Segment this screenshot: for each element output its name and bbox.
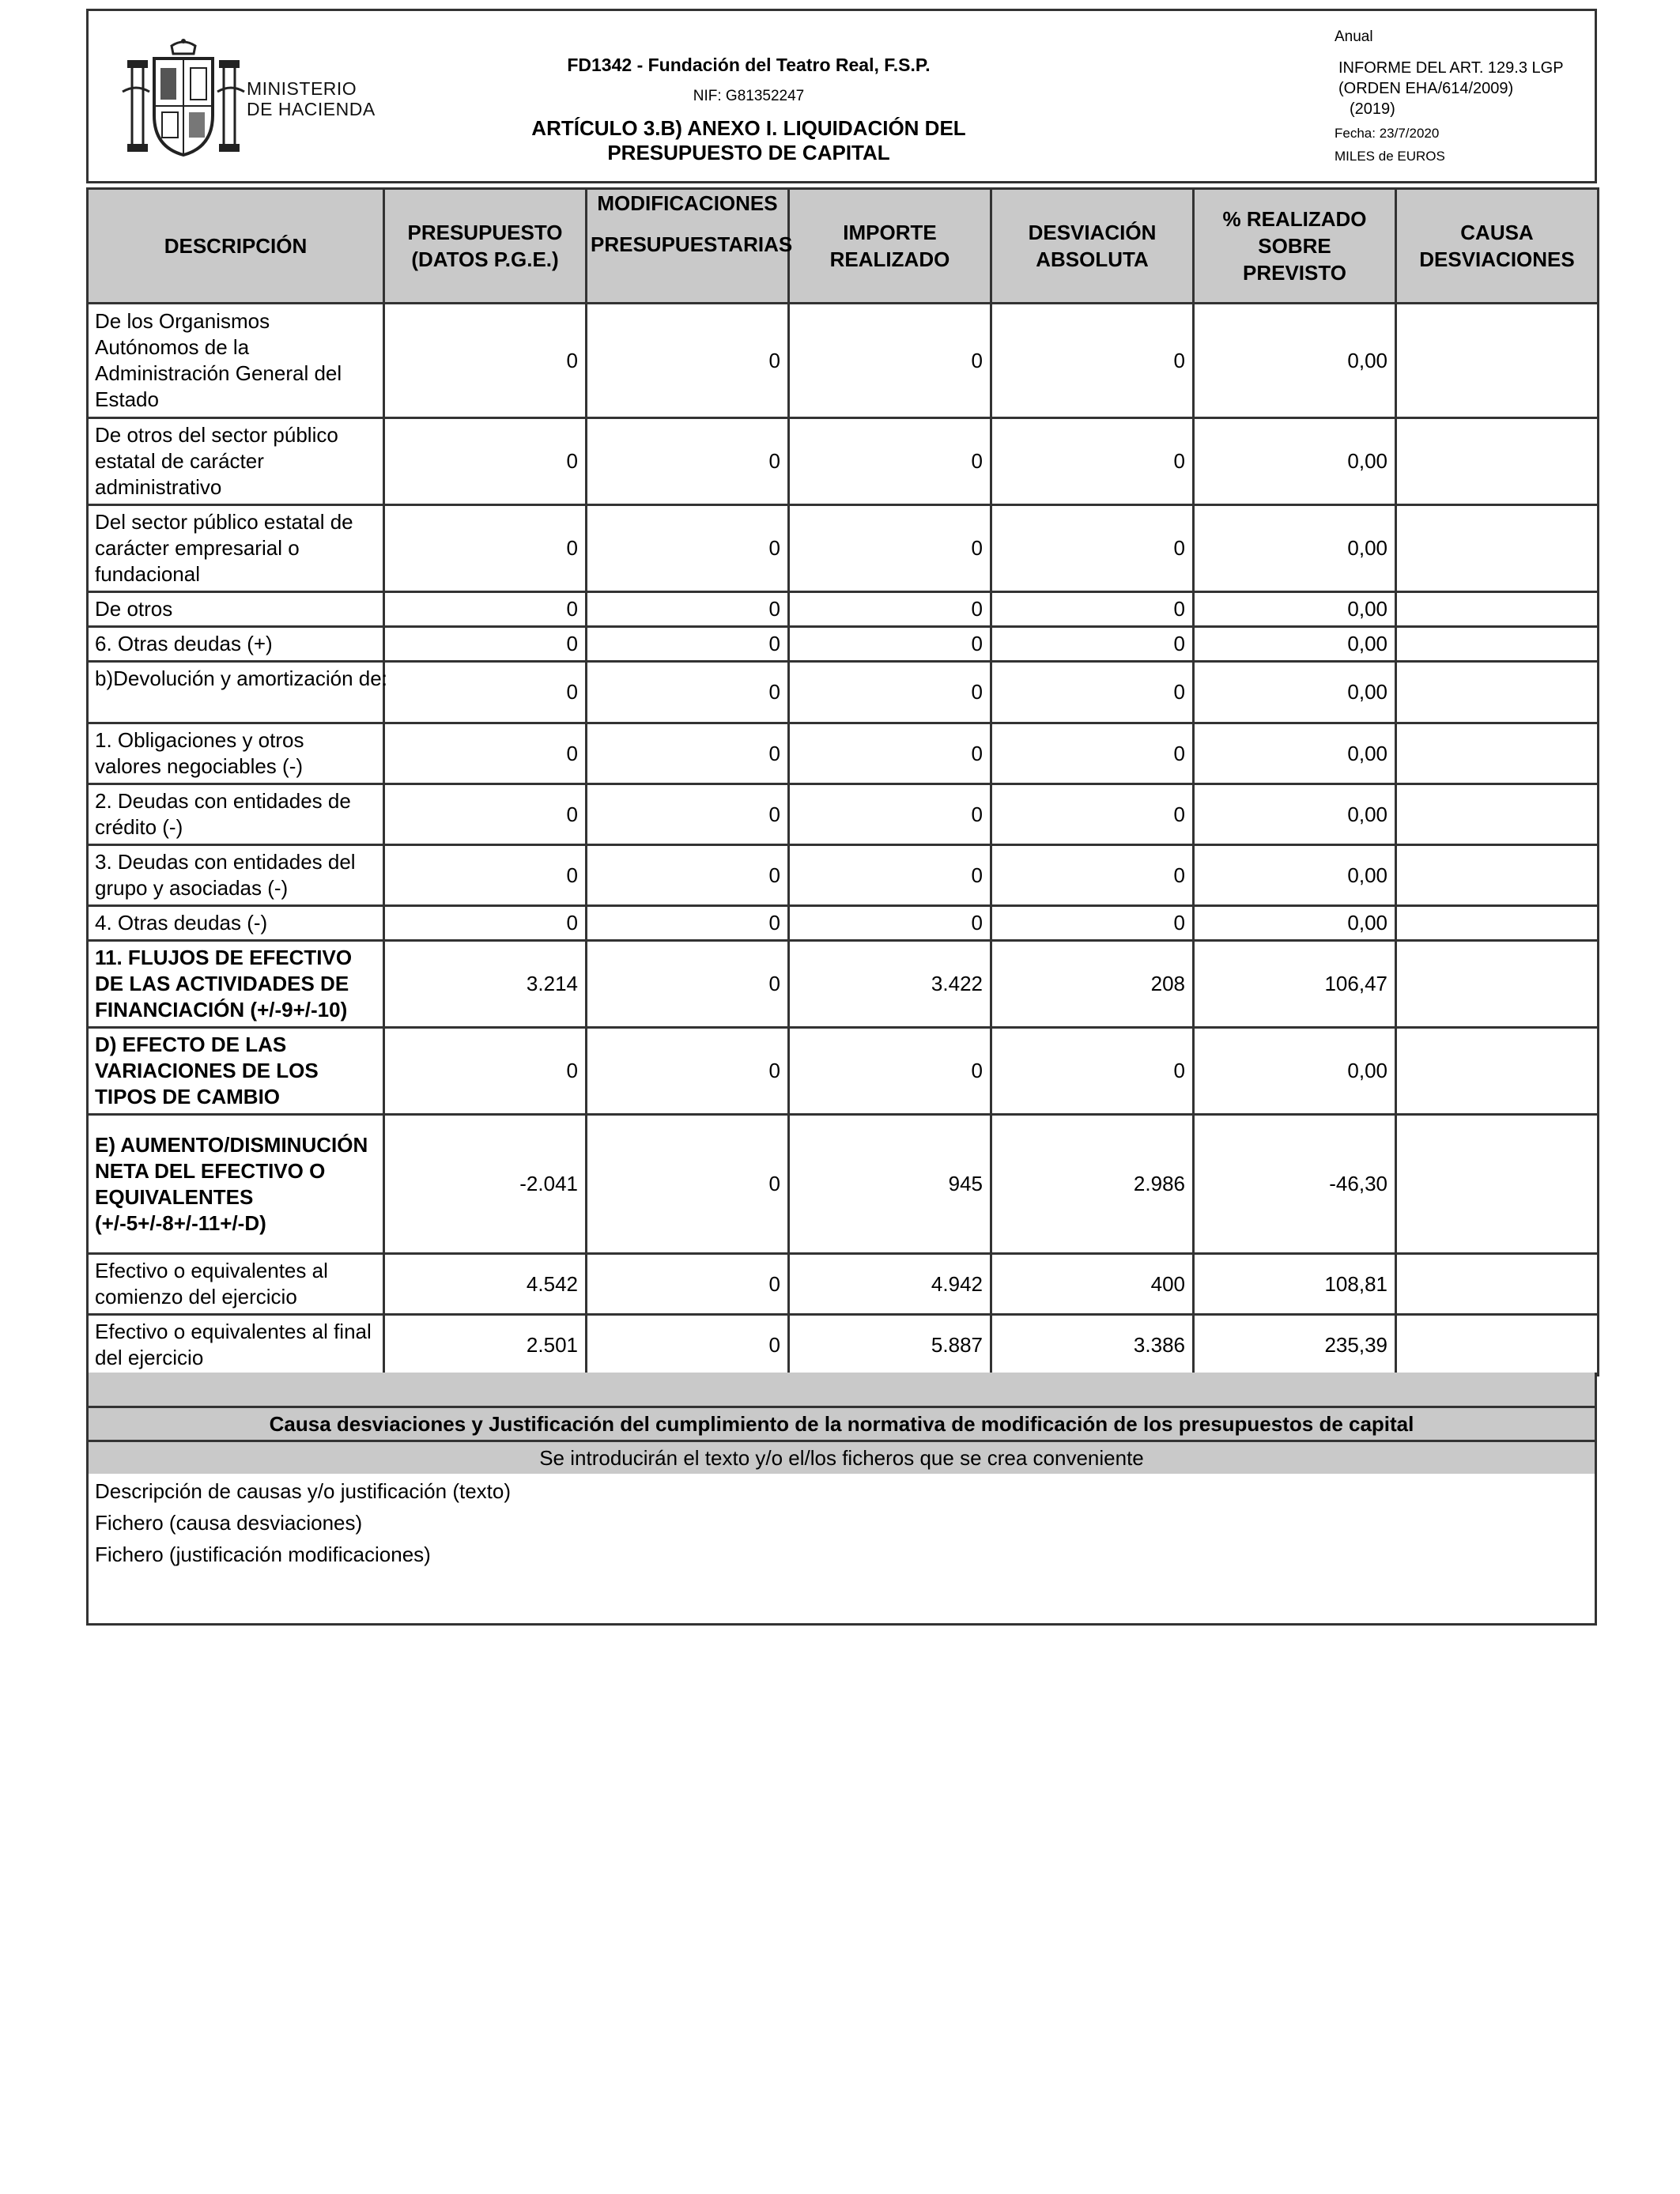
- cell-porcentaje: 0,00: [1194, 845, 1396, 906]
- cell-desviacion: 3.386: [991, 1315, 1194, 1376]
- cell-porcentaje: -46,30: [1194, 1115, 1396, 1254]
- cell-presupuesto: -2.041: [384, 1115, 587, 1254]
- row-description: b)Devolución y amortización de:: [88, 662, 384, 723]
- ministry-line-2: DE HACIENDA: [247, 99, 376, 119]
- report-date: Fecha: 23/7/2020: [1335, 126, 1440, 141]
- header-desviacion-line-1: DESVIACIÓN: [1028, 221, 1157, 244]
- row-description: De otros: [88, 592, 384, 627]
- organization-name: FD1342 - Fundación del Teatro Real, F.S.P.: [567, 55, 931, 75]
- cell-presupuesto: 3.214: [384, 941, 587, 1028]
- cell-desviacion: 0: [991, 627, 1194, 662]
- row-description: De los Organismos Autónomos de la Administración General del Estado: [88, 304, 384, 418]
- separator-bar: [86, 1373, 1597, 1407]
- cell-desviacion: 0: [991, 1028, 1194, 1115]
- cell-desviacion: 0: [991, 906, 1194, 941]
- header-importe: [789, 189, 991, 304]
- ministry-line-1: MINISTERIO: [247, 78, 357, 99]
- table-row: [88, 505, 1599, 592]
- cell-presupuesto: 0: [384, 592, 587, 627]
- cell-desviacion: 0: [991, 784, 1194, 845]
- cell-desviacion: 0: [991, 418, 1194, 505]
- cell-presupuesto: 4.542: [384, 1254, 587, 1315]
- cell-porcentaje: 0,00: [1194, 592, 1396, 627]
- header-importe-line-1: IMPORTE: [843, 221, 937, 244]
- report-reference-line-2: (ORDEN EHA/614/2009): [1338, 80, 1514, 97]
- cell-importe: 0: [789, 906, 991, 941]
- table-row: [88, 906, 1599, 941]
- table-row: [88, 304, 1599, 418]
- cell-desviacion: 2.986: [991, 1115, 1194, 1254]
- row-description: 4. Otras deudas (-): [88, 906, 384, 941]
- row-description: De otros del sector público estatal de carácter administrativo: [88, 418, 384, 505]
- cell-porcentaje: 0,00: [1194, 906, 1396, 941]
- cell-causa: [1396, 592, 1599, 627]
- header-causa: [1396, 189, 1599, 304]
- cell-presupuesto: 0: [384, 304, 587, 418]
- cell-presupuesto: 0: [384, 723, 587, 784]
- cell-importe: 0: [789, 304, 991, 418]
- cell-causa: [1396, 906, 1599, 941]
- cell-porcentaje: 235,39: [1194, 1315, 1396, 1376]
- causa-section-subtitle: Se introducirán el texto y/o el/los ficheros que se crea conveniente: [89, 1442, 1595, 1474]
- header-causa-line-1: CAUSA: [1460, 221, 1534, 244]
- header-causa-line-2: DESVIACIONES: [1419, 247, 1575, 271]
- cell-importe: 0: [789, 662, 991, 723]
- cell-porcentaje: 0,00: [1194, 723, 1396, 784]
- justificacion-file-line: Fichero (justificación modificaciones): [95, 1543, 431, 1566]
- cell-causa: [1396, 505, 1599, 592]
- causa-section-content: [89, 1474, 1595, 1572]
- table-row: [88, 784, 1599, 845]
- cell-modificaciones: 0: [587, 304, 789, 418]
- cell-presupuesto: 0: [384, 505, 587, 592]
- cell-desviacion: 0: [991, 304, 1194, 418]
- header-importe-line-2: REALIZADO: [829, 247, 950, 271]
- cell-porcentaje: 108,81: [1194, 1254, 1396, 1315]
- capital-budget-table: [86, 187, 1599, 1376]
- cell-causa: [1396, 418, 1599, 505]
- table-row: [88, 845, 1599, 906]
- cell-porcentaje: 0,00: [1194, 1028, 1396, 1115]
- row-description: 2. Deudas con entidades de crédito (-): [88, 784, 384, 845]
- cell-modificaciones: 0: [587, 418, 789, 505]
- cell-modificaciones: 0: [587, 1315, 789, 1376]
- causa-desviaciones-section: [86, 1406, 1597, 1626]
- cell-presupuesto: 0: [384, 845, 587, 906]
- cell-modificaciones: 0: [587, 662, 789, 723]
- row-description: Efectivo o equivalentes al comienzo del ejercicio: [88, 1254, 384, 1315]
- report-reference: [1338, 58, 1564, 119]
- cell-causa: [1396, 1254, 1599, 1315]
- cell-importe: 0: [789, 845, 991, 906]
- report-header: [86, 9, 1597, 183]
- cell-modificaciones: 0: [587, 784, 789, 845]
- row-description: Del sector público estatal de carácter empresarial o fundacional: [88, 505, 384, 592]
- cell-importe: 945: [789, 1115, 991, 1254]
- cell-porcentaje: 0,00: [1194, 505, 1396, 592]
- cell-causa: [1396, 1028, 1599, 1115]
- header-modificaciones: [587, 189, 793, 304]
- cell-presupuesto: 0: [384, 906, 587, 941]
- cell-causa: [1396, 941, 1599, 1028]
- cell-causa: [1396, 304, 1599, 418]
- header-modificaciones-line-1: MODIFICACIONES: [597, 191, 778, 215]
- cell-modificaciones: 0: [587, 845, 789, 906]
- cell-causa: [1396, 784, 1599, 845]
- header-desviacion: [991, 189, 1194, 304]
- cell-causa: [1396, 627, 1599, 662]
- cell-presupuesto: 0: [384, 418, 587, 505]
- cell-causa: [1396, 662, 1599, 723]
- cell-importe: 5.887: [789, 1315, 991, 1376]
- cell-modificaciones: 0: [587, 723, 789, 784]
- cell-importe: 0: [789, 784, 991, 845]
- row-description: D) EFECTO DE LAS VARIACIONES DE LOS TIPOS DE CAMBIO: [88, 1028, 384, 1115]
- table-row: [88, 662, 1599, 723]
- header-desviacion-line-2: ABSOLUTA: [1036, 247, 1149, 271]
- cell-modificaciones: 0: [587, 1115, 789, 1254]
- table-header-row: [88, 189, 1599, 304]
- cell-importe: 0: [789, 505, 991, 592]
- cell-importe: 0: [789, 1028, 991, 1115]
- cell-importe: 0: [789, 723, 991, 784]
- cell-causa: [1396, 845, 1599, 906]
- header-porcentaje: [1194, 189, 1396, 304]
- cell-porcentaje: 0,00: [1194, 784, 1396, 845]
- cell-modificaciones: 0: [587, 627, 789, 662]
- cell-modificaciones: 0: [587, 941, 789, 1028]
- row-description: 6. Otras deudas (+): [88, 627, 384, 662]
- cell-importe: 4.942: [789, 1254, 991, 1315]
- cell-modificaciones: 0: [587, 592, 789, 627]
- cell-presupuesto: 0: [384, 627, 587, 662]
- cell-importe: 3.422: [789, 941, 991, 1028]
- row-description: Efectivo o equivalentes al final del ejercicio: [88, 1315, 384, 1376]
- row-description: 11. FLUJOS DE EFECTIVO DE LAS ACTIVIDADES DE FINANCIACIÓN (+/-9+/-10): [88, 941, 384, 1028]
- table-row: [88, 941, 1599, 1028]
- row-description: E) AUMENTO/DISMINUCIÓN NETA DEL EFECTIVO O EQUIVALENTES (+/-5+/-8+/-11+/-D): [88, 1115, 384, 1254]
- cell-porcentaje: 0,00: [1194, 662, 1396, 723]
- cell-causa: [1396, 1115, 1599, 1254]
- cell-causa: [1396, 723, 1599, 784]
- row-description: 3. Deudas con entidades del grupo y asociadas (-): [88, 845, 384, 906]
- cell-modificaciones: 0: [587, 906, 789, 941]
- report-reference-line-3: (2019): [1350, 100, 1395, 118]
- cell-porcentaje: 0,00: [1194, 304, 1396, 418]
- header-descripcion-label: DESCRIPCIÓN: [164, 234, 308, 258]
- report-period: Anual: [1335, 28, 1373, 45]
- cell-desviacion: 400: [991, 1254, 1194, 1315]
- cell-modificaciones: 0: [587, 505, 789, 592]
- header-presupuesto: [384, 189, 587, 304]
- report-units: MILES de EUROS: [1335, 149, 1445, 164]
- cell-desviacion: 0: [991, 845, 1194, 906]
- cell-presupuesto: 0: [384, 784, 587, 845]
- table-row: [88, 1315, 1599, 1376]
- table-row: [88, 418, 1599, 505]
- header-presupuesto-line-2: (DATOS P.G.E.): [411, 247, 559, 271]
- cell-modificaciones: 0: [587, 1028, 789, 1115]
- cell-modificaciones: 0: [587, 1254, 789, 1315]
- cell-causa: [1396, 1315, 1599, 1376]
- table-row: [88, 1254, 1599, 1315]
- cell-porcentaje: 0,00: [1194, 418, 1396, 505]
- cell-desviacion: 0: [991, 505, 1194, 592]
- cell-porcentaje: 0,00: [1194, 627, 1396, 662]
- ministry-name: [247, 78, 376, 119]
- page-title: ARTÍCULO 3.B) ANEXO I. LIQUIDACIÓN DEL PRESUPUESTO DE CAPITAL: [531, 116, 966, 164]
- header-porcentaje-line-3: PREVISTO: [1242, 261, 1346, 285]
- cell-presupuesto: 0: [384, 662, 587, 723]
- cell-importe: 0: [789, 627, 991, 662]
- cell-importe: 0: [789, 418, 991, 505]
- table-row: [88, 723, 1599, 784]
- header-porcentaje-line-2: SOBRE: [1258, 234, 1331, 258]
- table-row: [88, 1028, 1599, 1115]
- organization-nif: NIF: G81352247: [693, 88, 805, 104]
- header-modificaciones-line-2: PRESUPUESTARIAS: [591, 232, 793, 256]
- cell-presupuesto: 0: [384, 1028, 587, 1115]
- causa-section-title: Causa desviaciones y Justificación del cumplimiento de la normativa de modificación de los presupuestos de capital: [89, 1408, 1595, 1442]
- table-row: [88, 592, 1599, 627]
- cell-porcentaje: 106,47: [1194, 941, 1396, 1028]
- row-description: 1. Obligaciones y otros valores negociables (-): [88, 723, 384, 784]
- table-row: [88, 1115, 1599, 1254]
- cell-importe: 0: [789, 592, 991, 627]
- cell-desviacion: 208: [991, 941, 1194, 1028]
- report-reference-line-1: INFORME DEL ART. 129.3 LGP: [1338, 59, 1564, 77]
- header-presupuesto-line-1: PRESUPUESTO: [407, 221, 563, 244]
- header-descripcion: [88, 189, 384, 304]
- causa-file-line: Fichero (causa desviaciones): [95, 1511, 363, 1535]
- cell-desviacion: 0: [991, 723, 1194, 784]
- cell-presupuesto: 2.501: [384, 1315, 587, 1376]
- causa-text-line: Descripción de causas y/o justificación (texto): [95, 1479, 512, 1503]
- header-porcentaje-line-1: % REALIZADO: [1222, 207, 1367, 231]
- cell-desviacion: 0: [991, 662, 1194, 723]
- table-row: [88, 627, 1599, 662]
- cell-desviacion: 0: [991, 592, 1194, 627]
